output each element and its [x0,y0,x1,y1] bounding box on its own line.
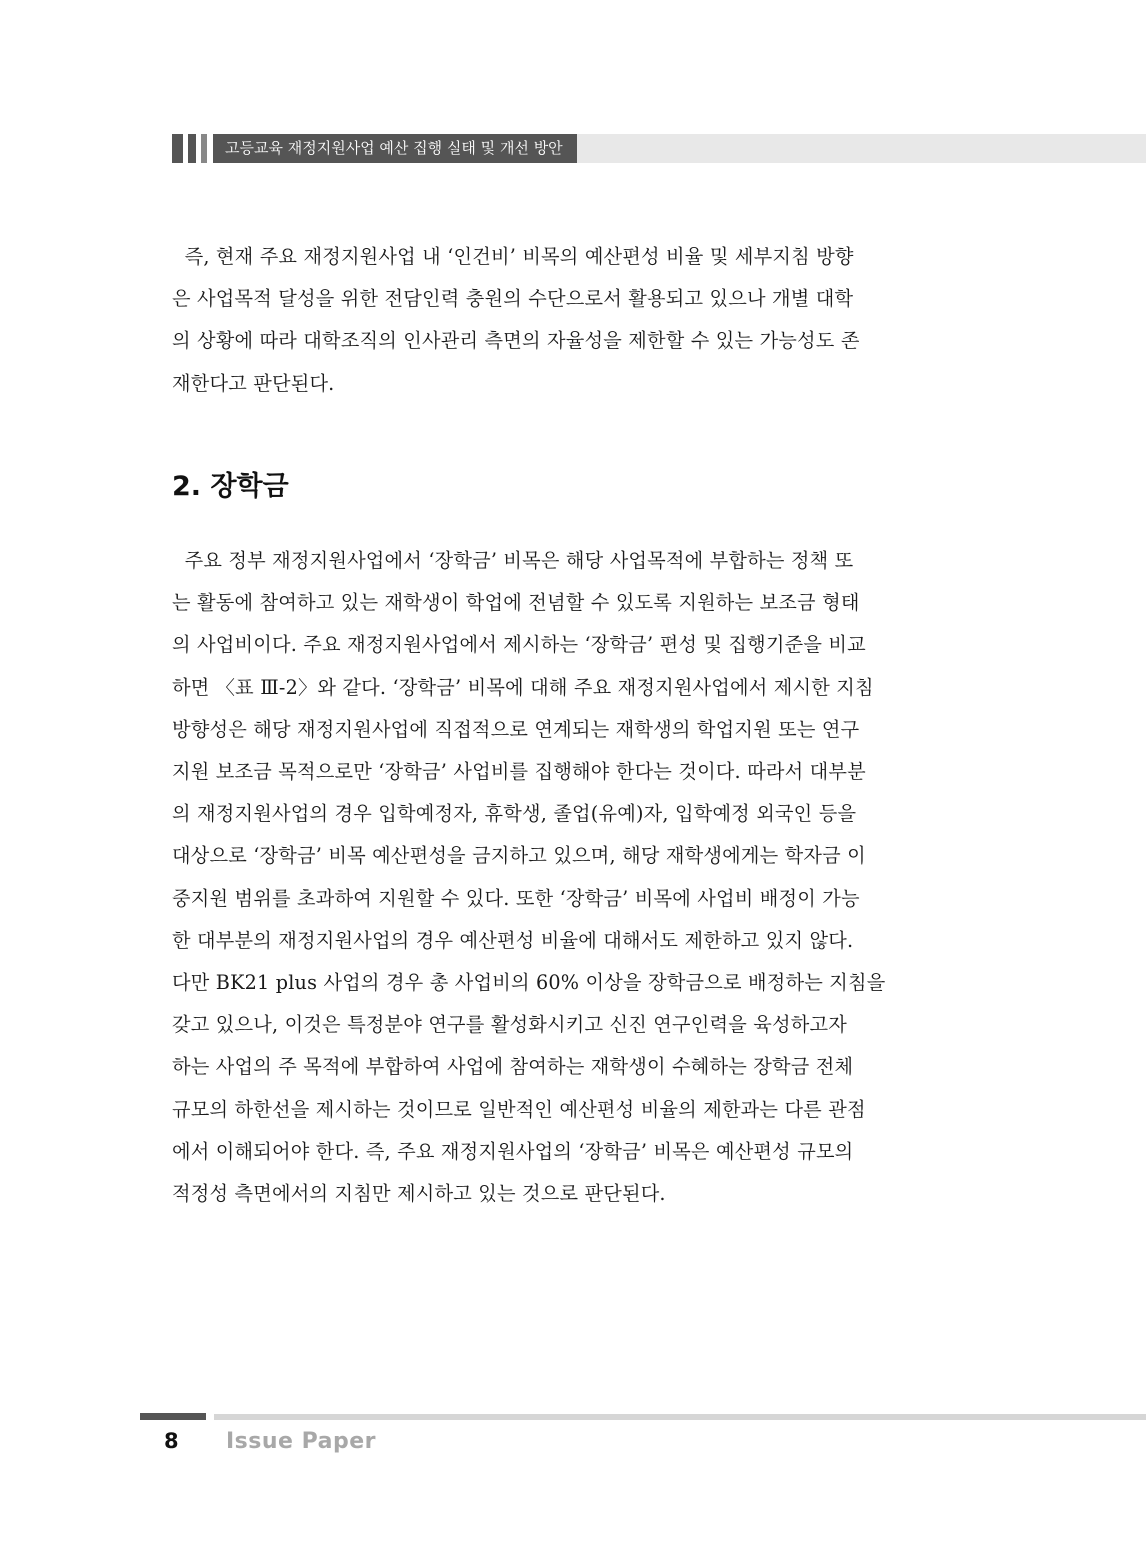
text-line: 갖고 있으나, 이것은 특정분야 연구를 활성화시키고 신진 연구인력을 육성하고자 [172,1013,847,1037]
text-line: 중지원 범위를 초과하여 지원할 수 있다. 또한 ‘장학금’ 비목에 사업비 배정이 가능 [172,886,860,910]
publication-title: Issue Paper [226,1429,377,1454]
footer-rule [214,1414,1146,1420]
text-line: 규모의 하한선을 제시하는 것이므로 일반적인 예산편성 비율의 제한과는 다른 관점 [172,1097,866,1121]
page-number: 8 [164,1429,179,1453]
text-line: 대상으로 ‘장학금’ 비목 예산편성을 금지하고 있으며, 해당 재학생에게는 학자금 이 [172,844,866,868]
text-line: 은 사업목적 달성을 위한 전담인력 충원의 수단으로서 활용되고 있으나 개별 대학 [172,287,854,311]
text-line: 재한다고 판단된다. [172,371,335,395]
header-decor-bar [201,134,207,163]
text-line: 에서 이해되어야 한다. 즉, 주요 재정지원사업의 ‘장학금’ 비목은 예산편성 규모의 [172,1139,854,1163]
paragraph-personnel-cost [172,236,974,405]
text-line: 하는 사업의 주 목적에 부합하여 사업에 참여하는 재학생이 수혜하는 장학금 전체 [172,1055,854,1079]
paragraph-scholarship [172,540,974,1215]
running-title: 고등교육 재정지원사업 예산 집행 실태 및 개선 방안 [213,134,577,163]
footer-rule-accent [140,1413,206,1420]
text-line: 는 활동에 참여하고 있는 재학생이 학업에 전념할 수 있도록 지원하는 보조금 형태 [172,591,860,615]
header-fill-band [577,134,1146,163]
text-line: 즉, 현재 주요 재정지원사업 내 ‘인건비’ 비목의 예산편성 비율 및 세부지침 방향 [172,245,854,268]
text-line: 의 재정지원사업의 경우 입학예정자, 휴학생, 졸업(유예)자, 입학예정 외국인 등을 [172,802,857,826]
header-decor-bar [172,134,183,163]
text-line: 한 대부분의 재정지원사업의 경우 예산편성 비율에 대해서도 제한하고 있지 않다. [172,928,854,952]
header-decor-bar [188,134,196,163]
text-line: 다만 BK21 plus 사업의 경우 총 사업비의 60% 이상을 장학금으로 배정하는 지침을 [172,971,886,995]
text-line: 의 상황에 따라 대학조직의 인사관리 측면의 자율성을 제한할 수 있는 가능성도 존 [172,329,860,353]
text-line: 의 사업비이다. 주요 재정지원사업에서 제시하는 ‘장학금’ 편성 및 집행기준을 비교 [172,633,866,657]
section-heading: 2. 장학금 [172,471,289,502]
text-line: 적정성 측면에서의 지침만 제시하고 있는 것으로 판단된다. [172,1182,666,1206]
text-line: 방향성은 해당 재정지원사업에 직접적으로 연계되는 재학생의 학업지원 또는 연구 [172,717,860,741]
text-line: 주요 정부 재정지원사업에서 ‘장학금’ 비목은 해당 사업목적에 부합하는 정책 또 [172,549,854,572]
text-line: 지원 보조금 목적으로만 ‘장학금’ 사업비를 집행해야 한다는 것이다. 따라서 대부분 [172,760,866,784]
running-header [172,134,1146,163]
text-line: 하면 〈표 Ⅲ-2〉와 같다. ‘장학금’ 비목에 대해 주요 재정지원사업에서 제시한 지침 [172,675,874,699]
